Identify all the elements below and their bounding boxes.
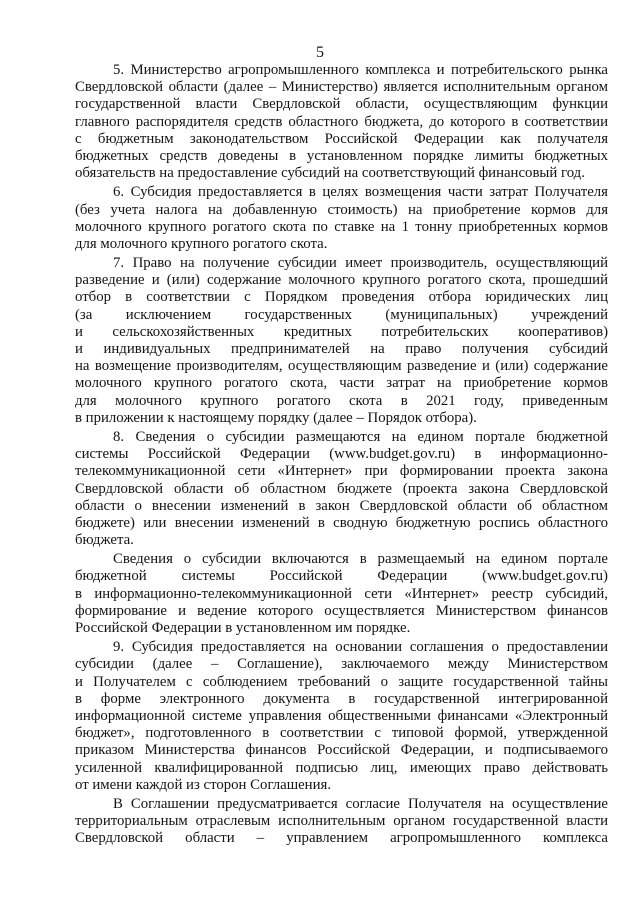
text-line: молочного крупного рогатого скота по ставке на 1 тонну приобретенных кормов [75,218,608,235]
text-line: от имени каждой из сторон Соглашения. [75,776,332,793]
text-line: бюджет», подготовленного в соответствии с типовой формой, утвержденной [75,725,608,742]
paragraph [75,184,608,253]
document-body [75,62,608,849]
text-line: на возмещение производителям, осуществляющим разведение и (или) содержание [75,358,608,375]
text-line: усиленной квалифицированной подписью лиц, имеющих право действовать [75,759,608,776]
text-line: с бюджетным законодательством Российской Федерации как получателя [75,130,608,147]
page-number: 5 [316,44,324,61]
text-line: для молочного крупного рогатого скота. [75,235,328,252]
text-line: 6. Субсидия предоставляется в целях возмещения части затрат Получателя [113,184,608,201]
text-line: Сведения о субсидии включаются в размещаемый на едином портале [113,551,608,568]
text-line: и индивидуальных предпринимателей на право получения субсидий [75,341,608,357]
text-line: информационной системе управления общественными финансами «Электронный [75,707,608,724]
text-line: 7. Право на получение субсидии имеет производитель, осуществляющий [113,255,608,272]
text-line: отбор в соответствии с Порядком проведения отбора юридических лиц [75,289,608,306]
text-line: Свердловской области об областном бюджете (проекта закона Свердловской [75,480,608,497]
text-line: бюджета. [75,532,134,549]
text-line: в приложении к настоящему порядку (далее – Порядок отбора). [75,409,477,426]
text-line: Свердловской области – управлением агропромышленного комплекса [75,830,608,847]
text-line: (без учета налога на добавленную стоимость) на приобретение кормов для [75,201,608,218]
paragraph [75,62,608,182]
text-line: телекоммуникационной сети «Интернет» при формировании проекта закона [75,463,608,480]
text-line: в форме электронного документа в государственной интегрированной [75,690,608,707]
paragraph [75,255,608,427]
text-line: для молочного крупного рогатого скота в 2021 году, приведенным [75,392,608,409]
text-line: территориальным отраслевым исполнительным органом государственной власти [75,813,608,830]
paragraph [75,429,608,549]
text-line: молочного крупного рогатого скота, части затрат на приобретение кормов [75,375,608,392]
text-line: 9. Субсидия предоставляется на основании соглашения о предоставлении [113,639,608,656]
text-line: и Получателем с соблюдением требований о защите государственной тайны [75,673,608,690]
paragraph [75,551,608,637]
text-line: обязательств на предоставление субсидий на соответствующий финансовый год. [75,165,585,182]
text-line: в информационно-телекоммуникационной сети «Интернет» реестр субсидий, [75,585,608,602]
text-line: разведение и (или) содержание молочного крупного рогатого скота, прошедший [75,272,608,289]
text-line: В Соглашении предусматривается согласие Получателя на осуществление [113,795,608,812]
text-line: приказом Министерства финансов Российской Федерации, и подписываемого [75,742,608,759]
text-line: Российской Федерации в установленном им порядке. [75,620,411,636]
text-line: формирование и ведение которого осуществляется Министерством финансов [75,602,608,619]
text-line: бюджетной системы Российской Федерации (www.budget.gov.ru) [75,568,608,585]
text-line: Свердловской области (далее – Министерство) является исполнительным органом [75,79,608,96]
text-line: 5. Министерство агропромышленного комплекса и потребительского рынка [113,62,608,78]
text-line: бюджете) или внесении изменений в сводную бюджетную роспись областного [75,514,608,531]
paragraph [75,796,608,848]
text-line: бюджетных средств доведены в установленном порядке лимиты бюджетных [75,147,608,164]
text-line: и сельскохозяйственных кредитных потребительских кооперативов) [75,323,608,340]
text-line: (за исключением государственных (муниципальных) учреждений [75,306,608,323]
text-line: главного распорядителя средств областного бюджета, до которого в соответствии [75,113,608,130]
text-line: государственной власти Свердловской области, осуществляющим функции [75,96,608,113]
text-line: 8. Сведения о субсидии размещаются на едином портале бюджетной [113,428,608,445]
paragraph [75,639,608,794]
text-line: субсидии (далее – Соглашение), заключаемого между Министерством [75,656,608,673]
text-line: системы Российской Федерации (www.budget.gov.ru) в информационно- [75,446,608,463]
text-line: области о внесении изменений в закон Свердловской области об областном [75,497,608,514]
